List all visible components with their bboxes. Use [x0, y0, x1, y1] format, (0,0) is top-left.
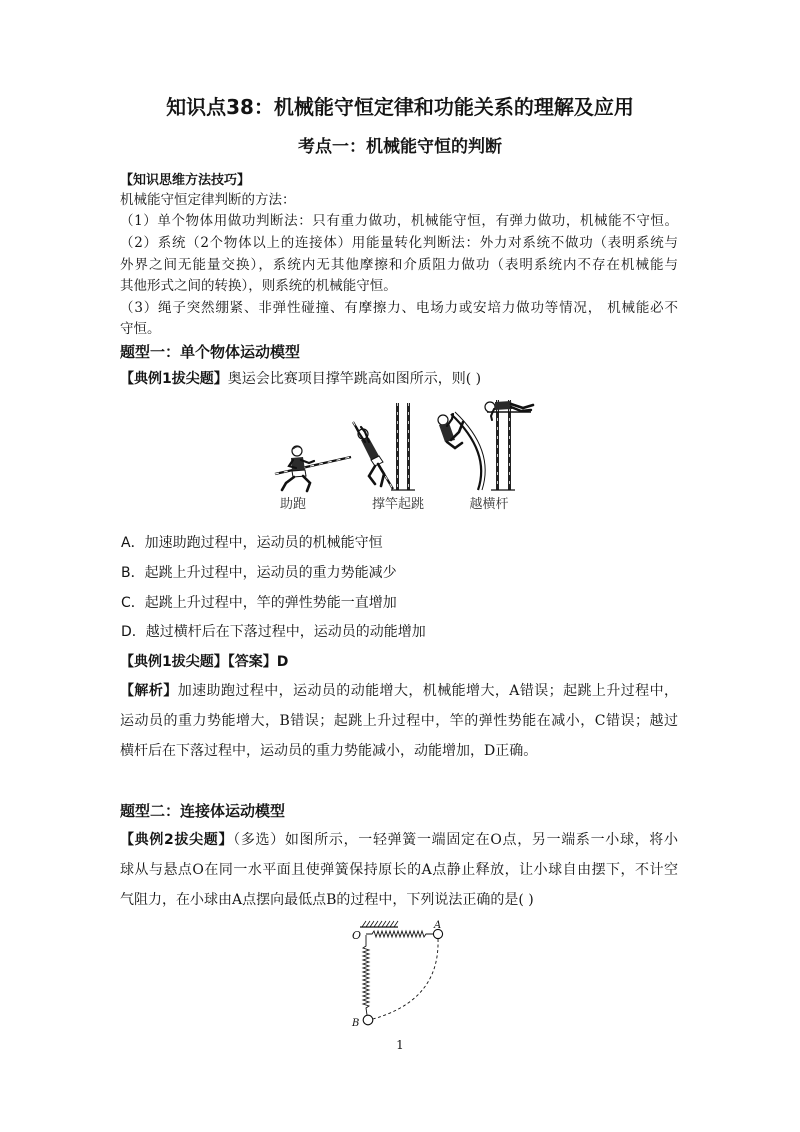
tips-line: （2）系统（2个物体以上的连接体）用能量转化判断法：外力对系统不做功（表明系统与 — [120, 235, 678, 251]
analysis-line: 运动员的重力势能增大，B错误；起跳上升过程中，竿的弹性势能在减小，C错误；越过 — [120, 713, 678, 729]
type2-stem-line: 气阻力，在小球由A点摆向最低点B的过程中，下列说法正确的是( ) — [120, 892, 534, 908]
option-d: D．越过横杆后在下落过程中，运动员的动能增加 — [121, 624, 426, 640]
bent-pole-athlete-figure — [438, 412, 485, 490]
type2-stem-line: 球从与悬点O在同一水平面且使弹簧保持原长的A点静止释放，让小球自由摆下，不计空 — [120, 862, 678, 878]
runner-figure — [275, 446, 351, 491]
option-c: C．起跳上升过程中，竿的弹性势能一直增加 — [121, 595, 397, 611]
type1-answer: 【典例1拔尖题】【答案】D — [120, 654, 289, 670]
option-b: B．起跳上升过程中，运动员的重力势能减少 — [121, 565, 397, 581]
analysis-text: 加速助跑过程中，运动员的动能增大，机械能增大，A错误；起跳上升过程中， — [177, 683, 679, 699]
analysis-label: 【解析】 — [120, 683, 178, 699]
type1-heading: 题型一：单个物体运动模型 — [120, 343, 301, 361]
point-b-label: B — [352, 1018, 360, 1029]
tips-line: 其他形式之间的转换），则系统的机械能守恒。 — [120, 278, 397, 294]
tips-line: 机械能守恒定律判断的方法： — [120, 192, 296, 208]
type1-question-stem — [120, 370, 678, 388]
ceiling-hatch — [360, 921, 398, 927]
type2-stem-label: 【典例2拔尖题】 — [120, 832, 234, 848]
figure-label-run-up: 助跑 — [279, 497, 307, 512]
tips-line: 守恒。 — [120, 321, 161, 337]
analysis-line — [120, 682, 678, 700]
tips-line: （3）绳子突然绷紧、非弹性碰撞、有摩擦力、电场力或安培力做功等情况， 机械能必不 — [120, 300, 678, 316]
figure-label-takeoff: 撑竿起跳 — [371, 497, 425, 512]
tips-line: （1）单个物体用做功判断法：只有重力做功，机械能守恒，有弹力做功，机械能不守恒。 — [120, 213, 678, 229]
ball-b — [363, 1015, 373, 1025]
trajectory-dashed-arc — [373, 939, 438, 1019]
type2-stem-line — [120, 831, 678, 849]
type1-stem-label: 【典例1拔尖题】 — [120, 371, 228, 387]
analysis-line: 横杆后在下落过程中，运动员的重力势能减小，动能增加，D正确。 — [120, 743, 538, 759]
spring-pendulum-figure — [350, 916, 450, 1030]
standards-middle — [391, 403, 415, 490]
standards-right — [487, 400, 531, 490]
type2-stem-text: （多选）如图所示，一轻弹簧一端固定在O点，另一端系一小球，将小 — [233, 832, 678, 848]
tips-line: 外界之间无能量交换），系统内无其他摩擦和介质阻力做功（表明系统内不存在机械能与 — [120, 257, 678, 273]
vertical-spring — [363, 935, 369, 1015]
horizontal-spring — [366, 931, 433, 937]
type2-heading: 题型二：连接体运动模型 — [120, 802, 286, 820]
option-a: A．加速助跑过程中，运动员的机械能守恒 — [121, 535, 383, 551]
takeoff-athlete-figure — [353, 422, 393, 489]
tips-heading: 【知识思维方法技巧】 — [120, 173, 251, 188]
figure-label-bar-clear: 越横杆 — [469, 497, 509, 512]
page-title: 知识点38：机械能守恒定律和功能关系的理解及应用 — [166, 95, 634, 119]
page-subtitle: 考点一：机械能守恒的判断 — [298, 137, 502, 157]
page-number: 1 — [396, 1038, 404, 1052]
point-a-label: A — [434, 920, 442, 931]
point-o-label: O — [352, 929, 362, 942]
type1-stem-text: 奥运会比赛项目撑竿跳高如图所示，则( ) — [227, 371, 482, 387]
pole-vault-figure — [265, 392, 540, 494]
